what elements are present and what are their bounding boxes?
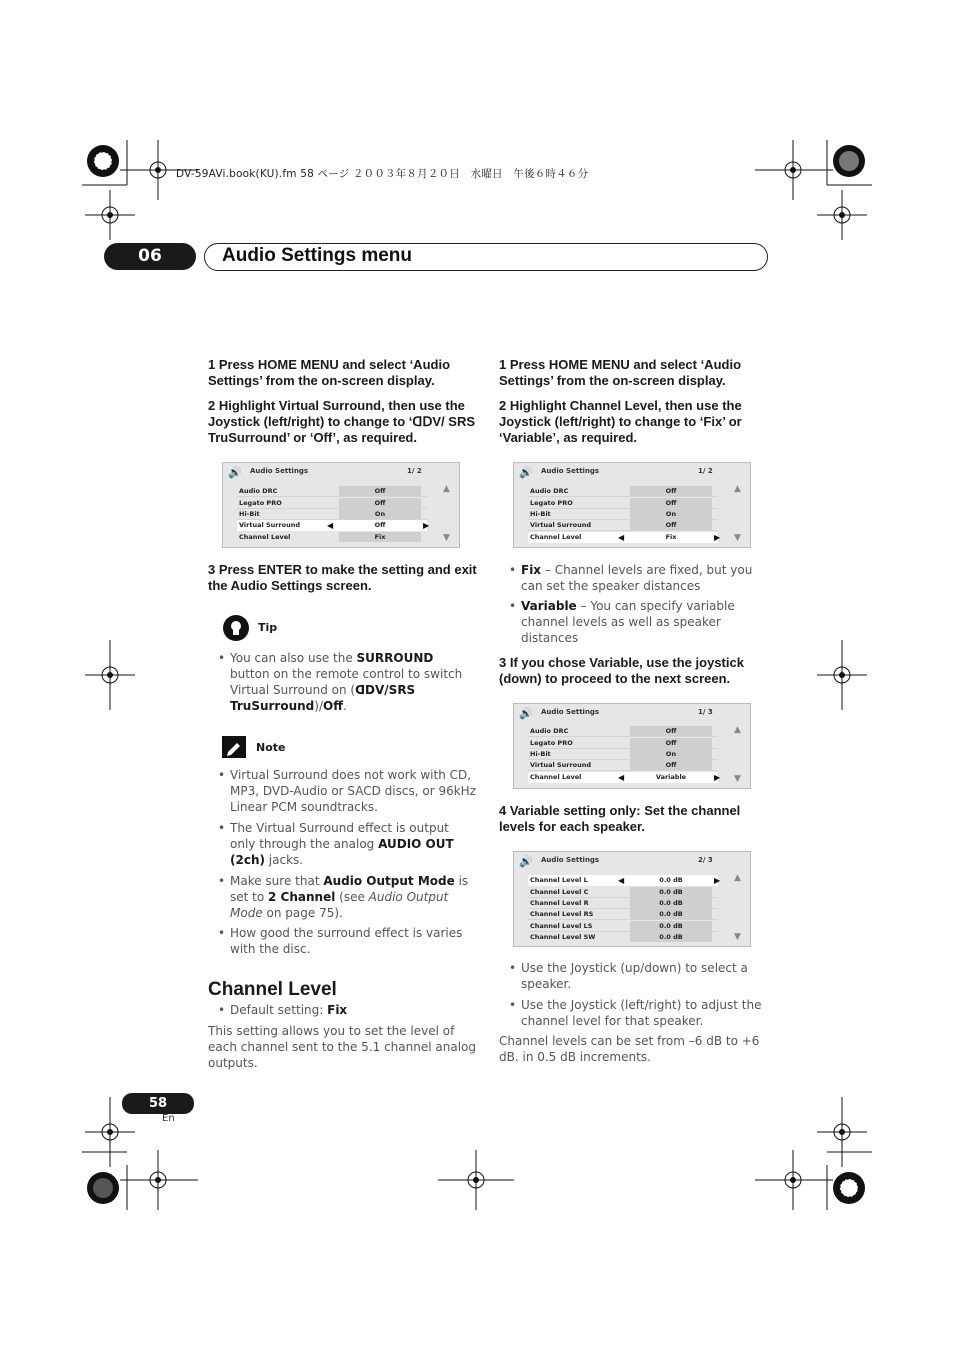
fix-desc: – Channel levels are fixed, but you can set the speaker distances: [521, 563, 753, 593]
settings-row[interactable]: [528, 738, 718, 749]
settings-row-selected[interactable]: [528, 875, 721, 886]
screen-title: Audio Settings: [541, 467, 600, 475]
screen-title: Audio Settings: [541, 708, 600, 716]
setting-label: Channel Level C: [530, 888, 589, 896]
default-setting: [218, 1002, 476, 1018]
bullet: •: [218, 874, 226, 888]
bullet: •: [509, 961, 517, 975]
setting-value: Off: [630, 726, 712, 736]
note-text: jacks.: [264, 853, 304, 867]
settings-row[interactable]: [528, 726, 718, 737]
chapter-number-badge: 06: [104, 243, 196, 270]
arrow-left-icon[interactable]: ◀: [618, 533, 625, 542]
setting-label: Hi-Bit: [530, 510, 551, 518]
scroll-down-icon[interactable]: ▼: [734, 533, 741, 543]
bullet: •: [509, 998, 517, 1012]
note-text: Virtual Surround does not work with CD, MP3, DVD-Audio or SACD discs, or 96kHz Linear PCM soundtracks.: [230, 768, 476, 814]
bullet-text: Use the Joystick (left/right) to adjust the channel level for that speaker.: [521, 998, 762, 1028]
right-settings-screen-1: [513, 462, 751, 548]
settings-row[interactable]: [528, 520, 718, 531]
note-text: How good the surround effect is varies with the disc.: [230, 926, 463, 956]
channel-level-desc: This setting allows you to set the level of each channel sent to the 5.1 channel analog outputs.: [208, 1024, 476, 1070]
speaker-icon: 🔊: [519, 707, 533, 720]
setting-label: Legato PRO: [530, 739, 573, 747]
setting-label: Channel Level RS: [530, 910, 594, 918]
tip-text-part: button on the remote control to switch Virtual Surround on (: [230, 667, 463, 697]
setting-label: Legato PRO: [530, 499, 573, 507]
arrow-left-icon[interactable]: ◀: [618, 876, 625, 885]
bullet: •: [218, 768, 226, 782]
setting-label: Audio DRC: [530, 487, 569, 495]
note-item: [218, 767, 476, 815]
note-text: AUDIO OUT (2ch): [230, 837, 454, 867]
right-settings-screen-2: [513, 703, 751, 789]
setting-label: Legato PRO: [239, 499, 282, 507]
setting-label: Channel Level: [530, 533, 582, 541]
tip-text: [218, 650, 476, 714]
bullet: •: [218, 821, 226, 835]
setting-label: Channel Level L: [530, 876, 588, 884]
screen-page: 2/ 3: [698, 856, 713, 864]
setting-value: Variable: [630, 772, 712, 782]
left-settings-screen: [222, 462, 460, 548]
settings-row[interactable]: [237, 486, 427, 497]
tip-text-part: .: [342, 699, 347, 713]
setting-label: Hi-Bit: [530, 750, 551, 758]
setting-value: On: [339, 509, 421, 519]
fix-bullet: [509, 562, 767, 594]
variable-bullet: [509, 598, 767, 646]
note-item: [218, 820, 476, 868]
setting-value: 0.0 dB: [630, 932, 712, 942]
settings-row[interactable]: [528, 932, 718, 943]
bullet: •: [218, 651, 226, 665]
bullet: •: [218, 926, 226, 940]
note-text: (see: [335, 890, 369, 904]
joystick-bullet-a: [509, 960, 767, 992]
note-text: 2 Channel: [268, 890, 336, 904]
scroll-down-icon[interactable]: ▼: [734, 774, 741, 784]
scroll-up-icon[interactable]: ▲: [734, 873, 741, 883]
tip-label: Tip: [258, 621, 278, 634]
right-step-1: 1 Press HOME MENU and select ‘Audio Settings’ from the on-screen display.: [499, 357, 742, 388]
tip-text-part: ᗡᗞV/SRS TruSurround: [230, 683, 416, 713]
setting-label: Channel Level: [239, 533, 291, 541]
tip-text-part: You can also use the: [230, 651, 357, 665]
right-step-4: 4 Variable setting only: Set the channel levels for each speaker.: [499, 803, 741, 834]
setting-label: Channel Level SW: [530, 933, 596, 941]
scroll-down-icon[interactable]: ▼: [734, 932, 741, 942]
screen-title: Audio Settings: [250, 467, 309, 475]
settings-row[interactable]: [528, 909, 718, 920]
setting-label: Channel Level R: [530, 899, 589, 907]
setting-value: Fix: [339, 532, 421, 542]
speaker-icon: 🔊: [519, 466, 533, 479]
note-label: Note: [256, 741, 286, 754]
setting-value: Fix: [630, 532, 712, 542]
joystick-bullet-b: [509, 997, 767, 1029]
setting-label: Virtual Surround: [530, 521, 592, 529]
scroll-up-icon[interactable]: ▲: [734, 725, 741, 735]
setting-value: 0.0 dB: [630, 875, 712, 885]
bullet-text: Use the Joystick (up/down) to select a speaker.: [521, 961, 748, 991]
tip-icon: [222, 614, 250, 642]
scroll-up-icon[interactable]: ▲: [734, 484, 741, 494]
settings-row[interactable]: [528, 749, 718, 760]
tip-text-part: )/: [314, 699, 324, 713]
bullet: •: [509, 563, 517, 577]
arrow-left-icon[interactable]: ◀: [327, 521, 334, 530]
variable-desc: – You can specify variable channel levels as well as speaker distances: [521, 599, 735, 645]
note-icon: [222, 736, 246, 758]
default-label: Default setting:: [230, 1003, 328, 1017]
left-step-3: 3 Press ENTER to make the setting and exit the Audio Settings screen.: [208, 562, 477, 593]
section-heading-channel-level: Channel Level: [208, 979, 337, 1000]
right-step-2: 2 Highlight Channel Level, then use the Joystick (left/right) to change to ‘Fix’ or ‘Variable’, as required.: [499, 398, 742, 445]
tip-text-part: Off: [323, 699, 343, 713]
scroll-up-icon[interactable]: ▲: [443, 484, 450, 494]
bullet: •: [218, 1003, 226, 1017]
settings-row[interactable]: [528, 921, 718, 932]
settings-row[interactable]: [528, 498, 718, 509]
settings-row[interactable]: [237, 532, 427, 543]
left-step-2: 2 Highlight Virtual Surround, then use the Joystick (left/right) to change to ‘ᗡᗞV/ SRS TruSurround’ or ‘Off’, as required.: [208, 398, 476, 445]
setting-label: Channel Level LS: [530, 922, 593, 930]
right-settings-screen-3: [513, 851, 751, 947]
setting-label: Virtual Surround: [239, 521, 301, 529]
speaker-icon: 🔊: [228, 466, 242, 479]
settings-row[interactable]: [237, 509, 427, 520]
setting-value: 0.0 dB: [630, 909, 712, 919]
setting-value: Off: [630, 520, 712, 530]
screen-title: Audio Settings: [541, 856, 600, 864]
setting-value: Off: [339, 486, 421, 496]
note-text: Make sure that: [230, 874, 324, 888]
chapter-title: Audio Settings menu: [222, 245, 412, 266]
note-text: is set to: [230, 874, 469, 904]
settings-row[interactable]: [528, 760, 718, 771]
setting-value: Off: [630, 738, 712, 748]
channel-range-text: Channel levels can be set from –6 dB to +6 dB. in 0.5 dB increments.: [499, 1034, 760, 1064]
setting-value: Off: [630, 486, 712, 496]
setting-label: Channel Level: [530, 773, 582, 781]
setting-label: Hi-Bit: [239, 510, 260, 518]
page-language: En: [162, 1113, 175, 1124]
left-step-1: 1 Press HOME MENU and select ‘Audio Settings’ from the on-screen display.: [208, 357, 451, 388]
setting-value: On: [630, 509, 712, 519]
settings-row-selected[interactable]: [237, 520, 430, 531]
note-text: Audio Output Mode: [230, 890, 449, 920]
setting-value: 0.0 dB: [630, 921, 712, 931]
screen-page: 1/ 2: [407, 467, 422, 475]
scroll-down-icon[interactable]: ▼: [443, 533, 450, 543]
setting-label: Virtual Surround: [530, 761, 592, 769]
setting-value: Off: [630, 760, 712, 770]
setting-label: Audio DRC: [530, 727, 569, 735]
setting-value: Off: [339, 498, 421, 508]
note-text: The Virtual Surround effect is output only through the analog: [230, 821, 449, 851]
speaker-icon: 🔊: [519, 855, 533, 868]
screen-page: 1/ 2: [698, 467, 713, 475]
settings-row-selected[interactable]: [528, 532, 721, 543]
note-item: [218, 873, 476, 921]
settings-row[interactable]: [528, 898, 718, 909]
fix-term: Fix: [521, 563, 542, 577]
arrow-right-icon[interactable]: ▶: [714, 876, 721, 885]
note-item: [218, 925, 476, 957]
note-text: Audio Output Mode: [323, 874, 455, 888]
arrow-right-icon[interactable]: ▶: [714, 533, 721, 542]
setting-value: 0.0 dB: [630, 898, 712, 908]
page-number-badge: 58: [122, 1093, 194, 1114]
screen-page: 1/ 3: [698, 708, 713, 716]
variable-term: Variable: [521, 599, 577, 613]
setting-value: Off: [630, 498, 712, 508]
setting-value: Off: [339, 520, 421, 530]
arrow-right-icon[interactable]: ▶: [714, 773, 721, 782]
settings-row-selected[interactable]: [528, 772, 721, 783]
tip-text-part: SURROUND: [356, 651, 434, 665]
settings-row[interactable]: [528, 509, 718, 520]
file-header: DV-59AVi.book(KU).fm 58 ページ ２００３年８月２０日 水曜日 午後６時４６分: [176, 168, 589, 180]
arrow-right-icon[interactable]: ▶: [423, 521, 430, 530]
right-step-3: 3 If you chose Variable, use the joystick (down) to proceed to the next screen.: [499, 655, 744, 686]
settings-row[interactable]: [237, 498, 427, 509]
arrow-left-icon[interactable]: ◀: [618, 773, 625, 782]
setting-value: On: [630, 749, 712, 759]
note-text: on page 75).: [262, 906, 343, 920]
setting-value: 0.0 dB: [630, 887, 712, 897]
settings-row[interactable]: [528, 486, 718, 497]
default-value: Fix: [327, 1003, 348, 1017]
bullet: •: [509, 599, 517, 613]
setting-label: Audio DRC: [239, 487, 278, 495]
settings-row[interactable]: [528, 887, 718, 898]
